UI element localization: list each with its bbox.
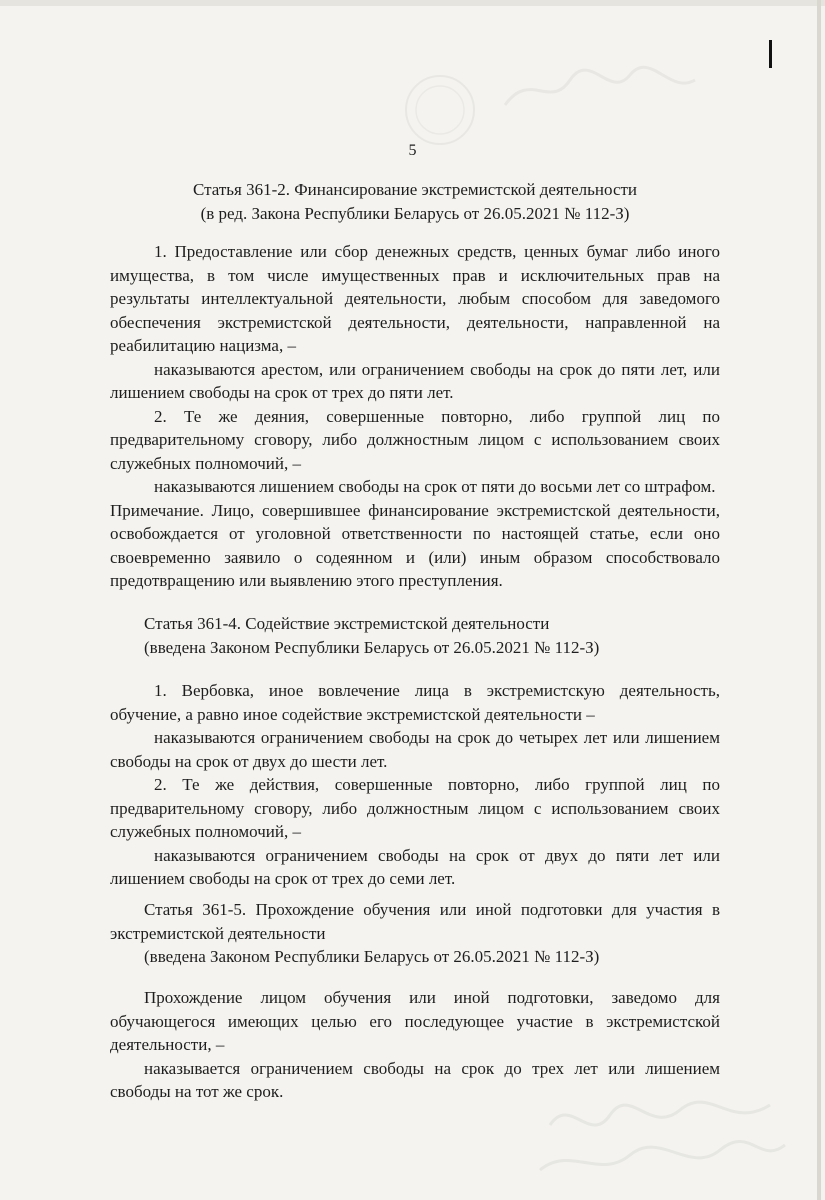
bleed-signature-icon: [500, 60, 700, 120]
paragraph: 2. Те же действия, совершенные повторно, либо группой лиц по предварительному сговору, либо должностным лицом с использованием своих служебных полномочий, –: [110, 775, 720, 841]
article-361-2-heading: [110, 178, 720, 225]
bleed-seal-icon: [395, 70, 485, 150]
page-number: 5: [408, 142, 417, 159]
article-revision: (введена Законом Республики Беларусь от 26.05.2021 № 112-З): [144, 637, 600, 657]
paragraph: 2. Те же деяния, совершенные повторно, либо группой лиц по предварительному сговору, либо должностным лицом с использованием своих служебных полномочий, –: [110, 406, 720, 473]
article-361-4-body: [110, 679, 720, 891]
article-title: Статья 361-5. Прохождение обучения или иной подготовки для участия в экстремистской деятельности: [110, 900, 720, 943]
article-361-2-body: [110, 240, 720, 593]
article-361-5-heading: [110, 898, 720, 969]
paragraph-penalty: наказываются ограничением свободы на срок от двух до пяти лет или лишением свободы на срок от трех до семи лет.: [110, 845, 720, 888]
article-361-4-heading: [110, 612, 720, 659]
scan-edge-top: [0, 0, 825, 6]
bleed-handwriting-icon: [530, 1085, 790, 1185]
scan-edge-right: [817, 0, 821, 1200]
note-paragraph: Примечание. Лицо, совершившее финансирование экстремистской деятельности, освобождается от уголовной ответственности по настоящей статье, если оно своевременно заявило о содеянном и (или) иным образом способствовало предотвращению или выявлению этого преступления.: [110, 500, 720, 590]
paragraph: 1. Вербовка, иное вовлечение лица в экстремистскую деятельность, обучение, а равно иное содействие экстремистской деятельности –: [110, 681, 720, 724]
article-revision: (введена Законом Республики Беларусь от 26.05.2021 № 112-З): [144, 947, 600, 966]
paragraph-penalty: наказываются арестом, или ограничением свободы на срок до пяти лет, или лишением свободы на срок от трех до пяти лет.: [110, 359, 720, 402]
scan-mark: [769, 40, 772, 68]
paragraph: 1. Предоставление или сбор денежных средств, ценных бумаг либо иного имущества, в том числе имущественных прав и исключительных прав на результаты интеллектуальной деятельности, любым способом для заведомого обеспечения экстремистской деятельности, деятельности, направленной на реабилитацию нацизма, –: [110, 242, 720, 355]
article-revision: (в ред. Закона Республики Беларусь от 26.05.2021 № 112-З): [200, 203, 630, 223]
paragraph-penalty: наказывается ограничением свободы на срок до трех лет или лишением свободы на тот же срок.: [110, 1058, 720, 1101]
article-title: Статья 361-4. Содействие экстремистской деятельности: [144, 614, 550, 633]
paragraph-penalty: наказываются ограничением свободы на срок до четырех лет или лишением свободы на срок от двух до шести лет.: [110, 728, 720, 771]
paragraph-penalty: наказываются лишением свободы на срок от пяти до восьми лет со штрафом.: [154, 477, 716, 496]
paragraph: Прохождение лицом обучения или иной подготовки, заведомо для обучающегося имеющих целью его последующее участие в экстремистской деятельности, –: [110, 988, 720, 1054]
article-title: Статья 361-2. Финансирование экстремистской деятельности: [192, 180, 638, 199]
